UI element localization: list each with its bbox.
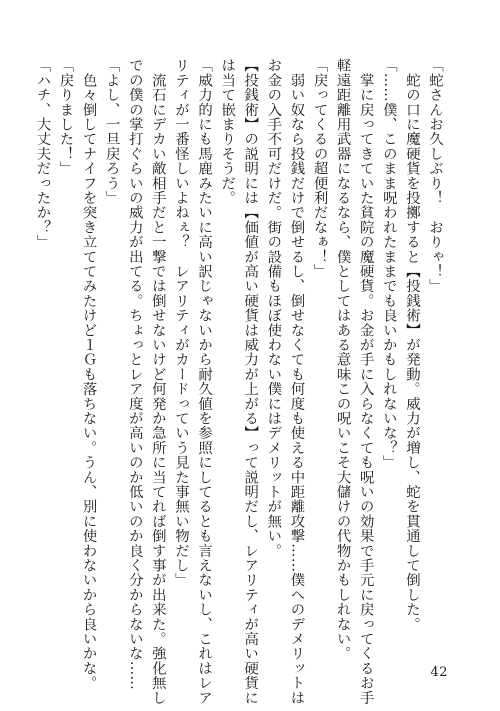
text-line-1: 「蛇さんお久しぶり！ おりゃ！」	[427, 58, 443, 294]
text-line-13: 流石にデカい敵相手だと一撃では倒せないけど何発か急所に当てれば倒す事が出来た。強化無し	[149, 58, 166, 705]
text-line-12: リティが一番怪しいよねぇ？ レアリティがカードっていう見た事無い物だし」	[172, 58, 189, 588]
text-line-5: 軽遠距離用武器になるなら、僕としてはある意味この呪いこそ大儲けの代物かもしれない。	[334, 58, 351, 661]
text-line-4: 掌に戻ってきていた貧院の魔硬貨。お金が手に入らなくても呪いの効果で手元に戻ってくるお手	[357, 58, 374, 705]
text-line-3: 「……僕、このまま呪われたままでも良いかもしれないな？」	[380, 58, 397, 470]
text-line-18: 「ハチ、大丈夫だったか？」	[34, 58, 51, 250]
text-line-7: 弱い奴なら投銭だけで倒せるし、倒せなくても何度も使える中距離攻撃……僕へのデメリットは	[288, 58, 305, 705]
page-number: 42	[430, 665, 448, 680]
text-line-16: 色々倒してナイフを突き立ててみたけど１Ｇも落ちない。うん、別に使わないから良いかな。	[80, 58, 97, 691]
text-line-9: 【投銭術】の説明には【価値が高い硬貨は威力が上がる】って説明だし、レアリティが高い硬貨に	[242, 58, 259, 705]
text-line-17: 「戻りました！」	[57, 58, 74, 176]
text-line-11: 「威力的にも馬鹿みたいに高い訳じゃないから耐久値を参照にしてるとも言えないし、これはレア	[196, 58, 213, 705]
text-line-8: お金の入手不可だけだ。街の設備もほぼ使わない僕にはデメリットが無い。	[265, 58, 282, 558]
text-line-14: での僕の掌打ぐらいの威力が出てる。ちょっとレア度が高いのか低いのか良く分からないな……	[126, 58, 143, 691]
text-line-2: 蛇の口に魔硬貨を投擲すると【投銭術】が発動。威力が増し、蛇を貫通して倒した。	[403, 58, 420, 632]
text-line-15: 「よし、一旦戻ろう」	[103, 58, 120, 205]
text-line-10: は当て嵌まりそうだ。	[219, 58, 236, 205]
text-line-6: 「戻ってくるの超便利だなぁ！」	[311, 58, 328, 279]
